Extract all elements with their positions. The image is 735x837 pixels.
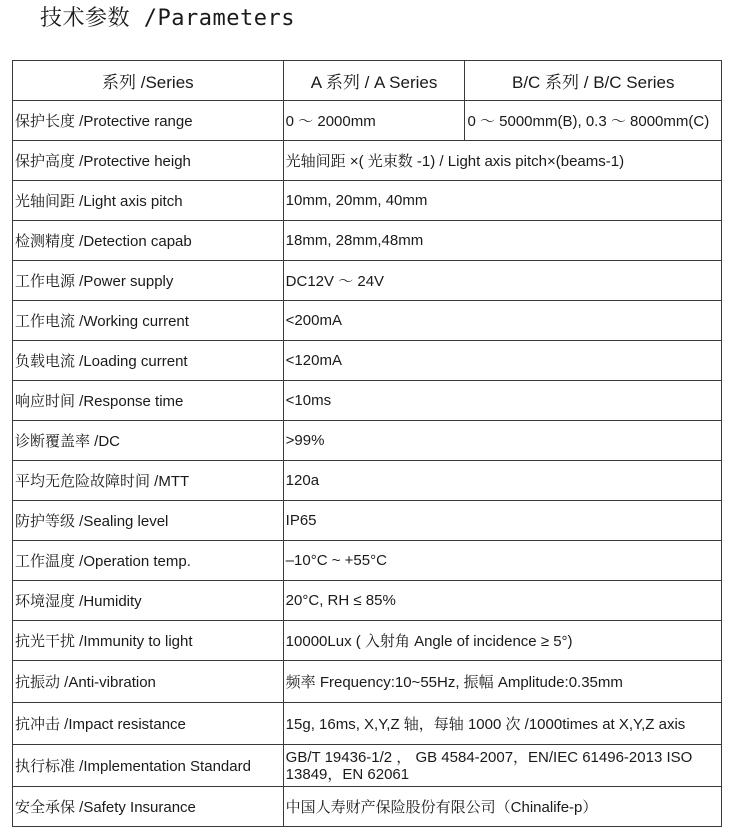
row-value: 10000Lux ( 入射角 Angle of incidence ≥ 5°)	[283, 621, 721, 661]
row-label: 防护等级 /Sealing level	[13, 501, 284, 541]
page-title: 技术参数 /Parameters	[40, 6, 295, 31]
table-row	[13, 541, 722, 581]
table-row	[13, 501, 722, 541]
row-label: 环境湿度 /Humidity	[13, 581, 284, 621]
row-value: 15g, 16ms, X,Y,Z 轴，每轴 1000 次 /1000times at X,Y,Z axis	[283, 703, 721, 745]
row-label: 响应时间 /Response time	[13, 381, 284, 421]
row-value: DC12V ～ 24V	[283, 261, 721, 301]
row-label: 工作电源 /Power supply	[13, 261, 284, 301]
bc-series-value: 0 ～ 5000mm(B), 0.3 ～ 8000mm(C)	[465, 101, 722, 141]
row-value: <10ms	[283, 381, 721, 421]
table-row	[13, 787, 722, 827]
table-row	[13, 703, 722, 745]
header-a-series: A 系列 / A Series	[283, 61, 465, 101]
table-row	[13, 581, 722, 621]
row-label: 安全承保 /Safety Insurance	[13, 787, 284, 827]
table-row	[13, 421, 722, 461]
row-value: 光轴间距 ×( 光束数 -1) / Light axis pitch×(beams-1)	[283, 141, 721, 181]
row-label: 负载电流 /Loading current	[13, 341, 284, 381]
row-value: <200mA	[283, 301, 721, 341]
row-label: 检测精度 /Detection capab	[13, 221, 284, 261]
table-row	[13, 661, 722, 703]
header-series: 系列 /Series	[13, 61, 284, 101]
row-value: 120a	[283, 461, 721, 501]
row-value: 18mm, 28mm,48mm	[283, 221, 721, 261]
row-value: –10°C ~ +55°C	[283, 541, 721, 581]
row-label: 抗振动 /Anti-vibration	[13, 661, 284, 703]
table-row	[13, 301, 722, 341]
a-series-value: 0 ～ 2000mm	[283, 101, 465, 141]
table-row	[13, 461, 722, 501]
row-value: >99%	[283, 421, 721, 461]
row-value: 中国人寿财产保险股份有限公司（Chinalife-p）	[283, 787, 721, 827]
row-value: <120mA	[283, 341, 721, 381]
row-value: 20°C, RH ≤ 85%	[283, 581, 721, 621]
table-row	[13, 621, 722, 661]
table-row	[13, 745, 722, 787]
table-header-row	[13, 61, 722, 101]
table-row	[13, 141, 722, 181]
table-row-protective-range	[13, 101, 722, 141]
row-value: IP65	[283, 501, 721, 541]
row-value: 频率 Frequency:10~55Hz, 振幅 Amplitude:0.35mm	[283, 661, 721, 703]
row-value: 10mm, 20mm, 40mm	[283, 181, 721, 221]
row-label: 保护高度 /Protective heigh	[13, 141, 284, 181]
table-row	[13, 221, 722, 261]
table-row	[13, 381, 722, 421]
table-row	[13, 341, 722, 381]
parameters-table	[12, 60, 722, 827]
row-label: 抗冲击 /Impact resistance	[13, 703, 284, 745]
row-label: 平均无危险故障时间 /MTT	[13, 461, 284, 501]
table-row	[13, 181, 722, 221]
row-label: 光轴间距 /Light axis pitch	[13, 181, 284, 221]
row-label: 工作电流 /Working current	[13, 301, 284, 341]
header-bc-series: B/C 系列 / B/C Series	[465, 61, 722, 101]
row-label: 抗光干扰 /Immunity to light	[13, 621, 284, 661]
table-row	[13, 261, 722, 301]
row-label: 执行标准 /Implementation Standard	[13, 745, 284, 787]
row-value: GB/T 19436-1/2 ， GB 4584-2007，EN/IEC 61496-2013 ISO 13849，EN 62061	[283, 745, 721, 787]
row-label: 诊断覆盖率 /DC	[13, 421, 284, 461]
row-label: 保护长度 /Protective range	[13, 101, 284, 141]
row-label: 工作温度 /Operation temp.	[13, 541, 284, 581]
